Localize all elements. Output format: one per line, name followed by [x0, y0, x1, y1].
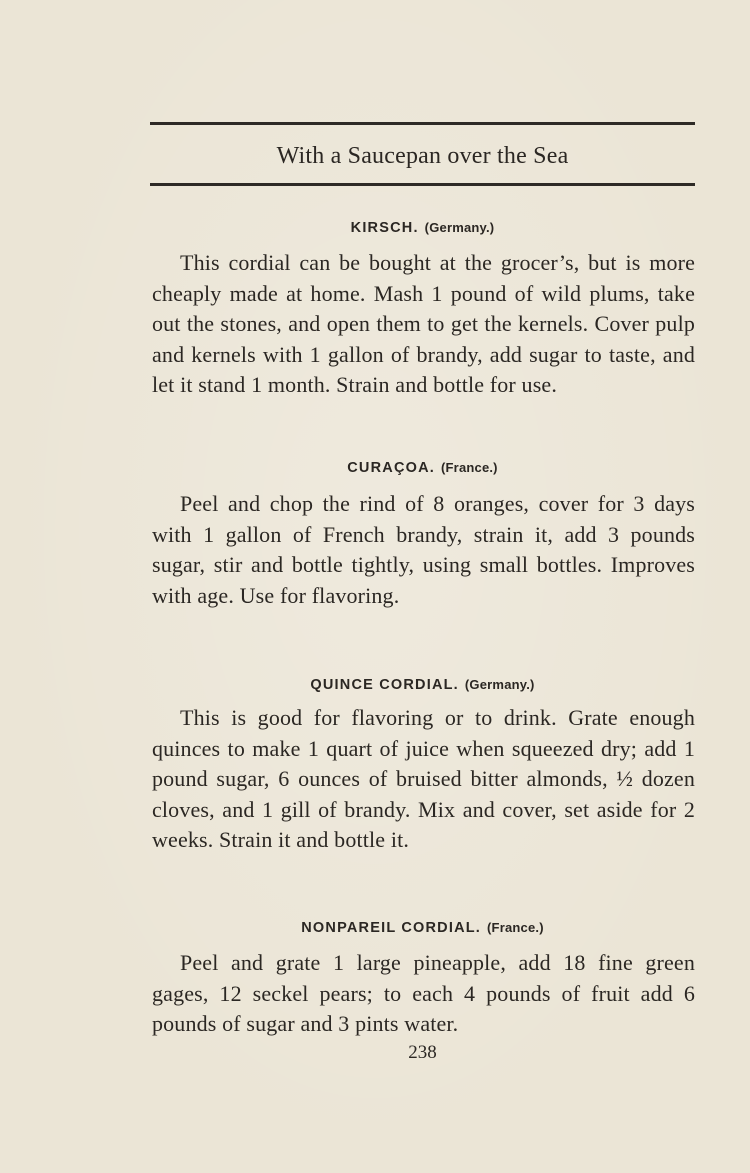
section-heading-curacoa: [150, 458, 695, 478]
section-body-nonpareil-cordial: Peel and grate 1 large pineapple, add 18 fine green gages, 12 seckel pears; to each 4 pounds of fruit add 6 pounds of sugar and 3 pints water.: [152, 950, 695, 1037]
section-title: QUINCE CORDIAL.: [310, 677, 459, 693]
section-body-kirsch: This cordial can be bought at the grocer’s, but is more cheaply made at home. Mash 1 pound of wild plums, take out the stones, and open them to get the kernels. Cover pulp and kernels with 1 gallon of brandy, add sugar to taste, and let it stand 1 month. Strain and bottle for use.: [152, 250, 695, 398]
section-heading-nonpareil-cordial: [150, 918, 695, 938]
section-heading-kirsch: [150, 218, 695, 238]
running-head: With a Saucepan over the Sea: [276, 143, 569, 169]
section-origin: (Germany.): [464, 677, 535, 692]
section-body-curacoa: Peel and chop the rind of 8 oranges, cover for 3 days with 1 gallon of French brandy, strain it, add 3 pounds sugar, stir and bottle tightly, using small bottles. Improves with age. Use for flavoring.: [152, 491, 695, 608]
page-number: 238: [408, 1042, 437, 1063]
section-origin: (France.): [487, 920, 544, 935]
section-origin: (France.): [441, 460, 498, 475]
section-title: KIRSCH.: [350, 220, 419, 236]
section-title: NONPAREIL CORDIAL.: [301, 920, 482, 936]
section-body-quince-cordial: This is good for flavoring or to drink. Grate enough quinces to make 1 quart of juice when squeezed dry; add 1 pound sugar, 6 ounces of bruised bitter almonds, ½ dozen cloves, and 1 gill of brandy. Mix and cover, set aside for 2 weeks. Strain it and bottle it.: [152, 705, 695, 853]
header-rule-top: [150, 122, 695, 125]
section-title: CURAÇOA.: [347, 460, 436, 476]
section-origin: (Germany.): [424, 220, 495, 235]
section-heading-quince-cordial: [150, 675, 695, 695]
header-rule-bottom: [150, 183, 695, 186]
